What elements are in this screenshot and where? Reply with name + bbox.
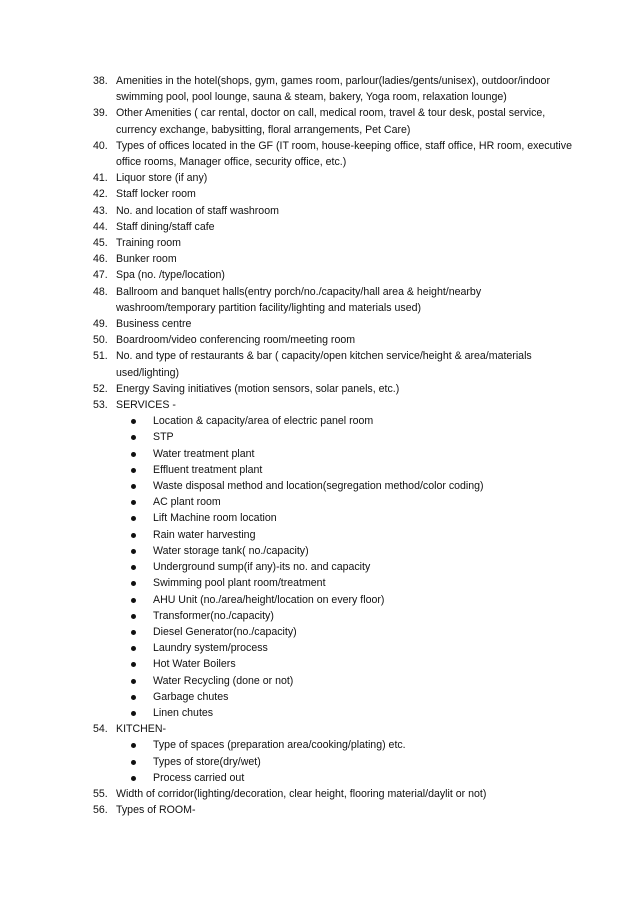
list-item-text: Bunker room [116,253,177,266]
bullet-item-text: Water treatment plant [153,447,255,460]
bullet-item [116,510,573,526]
bullet-icon [131,695,136,700]
list-item-text: Training room [116,237,181,250]
bullet-item [116,413,573,429]
numbered-list [93,73,573,818]
bullet-item [116,689,573,705]
bullet-item-text: STP [153,431,174,444]
list-item-text: Width of corridor(lighting/decoration, clear height, flooring material/daylit or not) [116,787,487,800]
list-item [93,186,573,202]
bullet-icon [131,760,136,765]
bullet-item [116,543,573,559]
list-item [93,348,573,380]
list-item-number: 49. [93,318,108,331]
list-item-number: 56. [93,804,108,817]
bullet-icon [131,743,136,748]
bullet-item [116,673,573,689]
bullet-icon [131,711,136,716]
bullet-item-text: Water storage tank( no./capacity) [153,544,309,557]
list-item-text: No. and type of restaurants & bar ( capacity/open kitchen service/height & area/materials used/lighting) [116,350,532,379]
bullet-item [116,624,573,640]
list-item-text: Types of offices located in the GF (IT room, house-keeping office, staff office, HR room, executive office rooms, Manager office, security office, etc.) [116,139,572,169]
list-item [93,786,573,802]
list-item-number: 38. [93,75,108,87]
list-item-text: No. and location of staff washroom [116,204,279,217]
list-item [93,170,573,186]
bullet-item [116,737,573,753]
bullet-item [116,656,573,672]
bullet-item [116,429,573,445]
bullet-icon [131,646,136,651]
bullet-item-text: Process carried out [153,771,245,784]
list-item [93,203,573,219]
bullet-item [116,446,573,462]
bullet-item-text: AHU Unit (no./area/height/location on every floor) [153,593,385,606]
bullet-item-text: Diesel Generator(no./capacity) [153,625,297,638]
list-item [93,316,573,332]
list-item-text: Staff locker room [116,188,196,201]
bullet-item [116,575,573,591]
bullet-icon [131,679,136,684]
list-item-text: Energy Saving initiatives (motion sensors, solar panels, etc.) [116,382,400,395]
list-item [93,381,573,397]
list-item-text: Other Amenities ( car rental, doctor on call, medical room, travel & tour desk, postal service, currency exchange, babysitting, floral arrangements, Pet Care) [116,107,546,136]
bullet-icon [131,565,136,570]
bullet-icon [131,581,136,586]
bullet-item-text: Garbage chutes [153,690,229,703]
bullet-item-text: Rain water harvesting [153,528,256,541]
list-item [93,267,573,283]
bullet-item [116,640,573,656]
list-item-number: 44. [93,220,108,233]
list-item-number: 55. [93,787,108,800]
bullet-item-text: Linen chutes [153,706,214,719]
list-item-text: KITCHEN- [116,723,167,736]
bullet-icon [131,484,136,489]
list-item-text: Staff dining/staff cafe [116,220,215,233]
list-item-number: 51. [93,350,108,363]
bullet-item [116,462,573,478]
list-item-number: 46. [93,253,108,266]
list-item-text: Spa (no. /type/location) [116,269,225,282]
bullet-icon [131,549,136,554]
list-item-number: 39. [93,107,108,120]
list-item [93,802,573,818]
bullet-item [116,478,573,494]
list-item-number: 42. [93,188,108,201]
bullet-icon [131,419,136,424]
list-item-number: 53. [93,399,108,412]
bullet-item-text: Hot Water Boilers [153,658,236,671]
bullet-icon [131,516,136,521]
bullet-item [116,705,573,721]
list-item [93,235,573,251]
list-item-text: SERVICES - [116,399,176,412]
list-item-number: 48. [93,285,108,298]
bullet-icon [131,452,136,457]
bullet-icon [131,533,136,538]
list-item-number: 54. [93,723,108,736]
bullet-item-text: Waste disposal method and location(segregation method/color coding) [153,480,484,493]
list-item [93,721,573,786]
bullet-icon [131,468,136,473]
list-item [93,397,573,721]
bullet-list [116,413,573,721]
list-item-text: Types of ROOM- [116,804,196,817]
list-item-number: 47. [93,269,108,282]
bullet-list [116,737,573,786]
list-item-number: 41. [93,172,108,185]
bullet-item-text: Underground sump(if any)-its no. and capacity [153,561,371,574]
list-item-number: 52. [93,382,108,395]
list-item-number: 45. [93,237,108,250]
bullet-item [116,754,573,770]
bullet-item-text: Effluent treatment plant [153,463,263,476]
bullet-icon [131,630,136,635]
bullet-item-text: Types of store(dry/wet) [153,755,261,768]
bullet-icon [131,614,136,619]
bullet-item-text: Transformer(no./capacity) [153,609,274,622]
bullet-item [116,527,573,543]
bullet-item-text: AC plant room [153,496,221,509]
bullet-item-text: Laundry system/process [153,642,268,655]
list-item-number: 43. [93,204,108,217]
bullet-item-text: Water Recycling (done or not) [153,674,294,687]
bullet-item-text: Type of spaces (preparation area/cooking/plating) etc. [153,739,406,752]
bullet-item [116,559,573,575]
list-item [93,219,573,235]
bullet-item-text: Location & capacity/area of electric panel room [153,415,374,428]
bullet-item [116,770,573,786]
bullet-item-text: Lift Machine room location [153,512,277,525]
list-item-text: Business centre [116,318,192,331]
bullet-item-text: Swimming pool plant room/treatment [153,577,326,590]
list-item [93,105,573,137]
bullet-item [116,494,573,510]
list-item [93,73,573,105]
bullet-icon [131,662,136,667]
bullet-icon [131,435,136,440]
list-item-text: Amenities in the hotel(shops, gym, games room, parlour(ladies/gents/unisex), outdoor/indoor swimming pool, pool lounge, sauna & steam, bakery, Yoga room, relaxation lounge) [116,75,550,104]
bullet-item [116,592,573,608]
list-item-number: 50. [93,334,108,347]
list-item [93,332,573,348]
list-item [93,138,573,170]
list-item [93,251,573,267]
list-item [93,284,573,316]
bullet-item [116,608,573,624]
bullet-icon [131,776,136,781]
list-item-number: 40. [93,139,108,152]
list-item-text: Liquor store (if any) [116,172,208,185]
list-item-text: Boardroom/video conferencing room/meeting room [116,334,356,347]
bullet-icon [131,500,136,505]
list-item-text: Ballroom and banquet halls(entry porch/no./capacity/hall area & height/nearby washroom/temporary partition facility/lighting and materials used) [116,285,482,314]
bullet-icon [131,598,136,603]
